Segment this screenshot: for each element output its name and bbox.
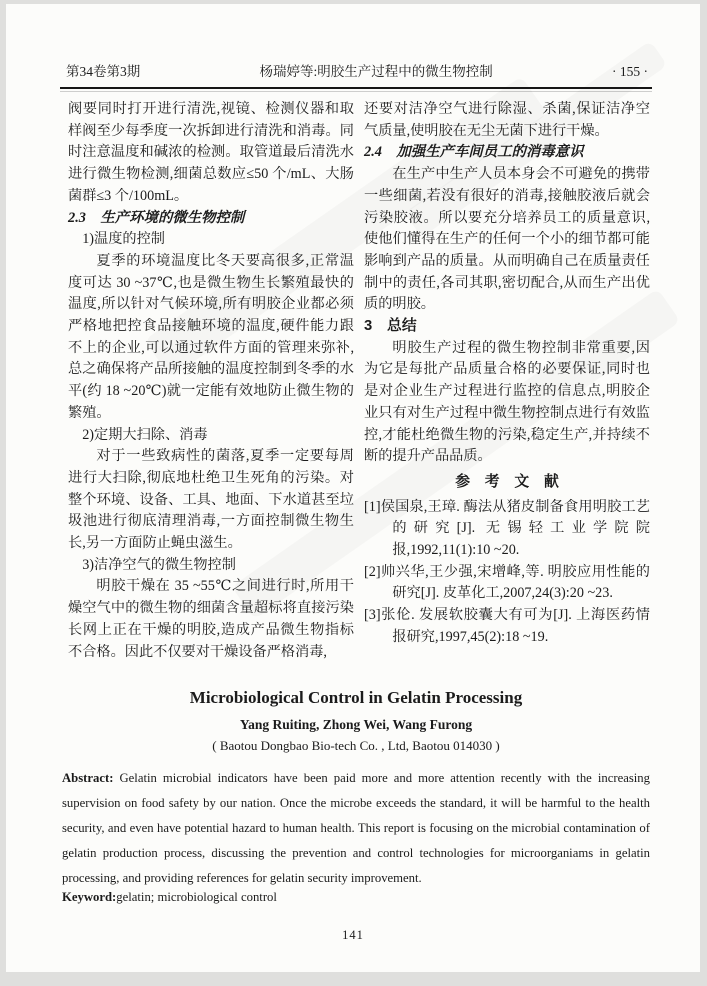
- header-running-title: 杨瑞婷等:明胶生产过程中的微生物控制: [259, 64, 493, 79]
- header-page-marker: · 155 ·: [612, 64, 648, 79]
- reference-item: [1]侯国泉,王璋. 酶法从猪皮制备食用明胶工艺的研究[J]. 无锡轻工业学院院报,1992,11(1):10 ~20.: [364, 498, 650, 559]
- abstract: [62, 766, 650, 891]
- keyword-line: [62, 890, 650, 905]
- reference-item: [2]帅兴华,王少强,宋增峰,等. 明胶应用性能的研究[J]. 皮革化工,2007,24(3):20 ~23.: [364, 563, 650, 602]
- header-volume-issue: 第34卷第3期: [66, 64, 141, 79]
- journal-header: [66, 60, 648, 80]
- english-title: Microbiological Control in Gelatin Processing: [189, 688, 523, 707]
- keyword-label: Keyword:: [62, 890, 117, 904]
- paragraph: 还要对洁净空气进行除湿、杀菌,保证洁净空气质量,使明胶在无尘无菌下进行干燥。: [364, 101, 650, 139]
- paragraph: 1)温度的控制: [82, 231, 165, 248]
- paragraph: 阀要同时打开进行清洗,视镜、检测仪器和取样阀至少每季度一次拆卸进行清洗和消毒。同时注意温度和碱浓的检测。取管道最后清洗水进行微生物检测,细菌总数应≤50 个/mL、大肠菌群≤3 个/100mL。: [68, 101, 354, 204]
- section-heading: 2.4 加强生产车间员工的消毒意识: [364, 144, 584, 161]
- reference-item: [3]张伦. 发展软胶囊大有可为[J]. 上海医药情报研究,1997,45(2):18 ~19.: [364, 607, 650, 645]
- section-heading: 参 考 文 献: [455, 473, 559, 490]
- english-affiliation: ( Baotou Dongbao Bio-tech Co. , Ltd, Baotou 014030 ): [212, 738, 500, 753]
- header-rule: [60, 87, 652, 89]
- section-heading: 2.3 生产环境的微生物控制: [68, 209, 245, 226]
- paragraph: 明胶干燥在 35 ~55℃之间进行时,所用干燥空气中的微生物的细菌含量超标将直接污染长网上正在干燥的明胶,造成产品微生物指标不合格。因此不仅要对干燥设备严格消毒,: [68, 578, 354, 660]
- column-right: [364, 99, 650, 663]
- abstract-label: Abstract:: [62, 771, 114, 785]
- paragraph: 夏季的环境温度比冬天要高很多,正常温度可达 30 ~37℃,也是微生物生长繁殖最快的温度,所以针对气候环境,所有明胶企业都必须严格地把控食品接触环境的温度,硬件能力跟不上的企业,可以通过软件方面的管理来弥补,总之确保将产品所接触的温度控制到冬季的水平(约 18 ~20℃)就一定能有效地防止微生物的繁殖。: [68, 252, 354, 421]
- english-authors: Yang Ruiting, Zhong Wei, Wang Furong: [239, 717, 473, 732]
- paragraph: 对于一些致病性的菌落,夏季一定要每周进行大扫除,彻底地杜绝卫生死角的污染。对整个环境、设备、工具、地面、下水道甚至垃圾池进行彻底清理消毒,一方面控制微生物生长,另一方面防止蝇虫滋生。: [68, 448, 354, 552]
- paragraph: 在生产中生产人员本身会不可避免的携带一些细菌,若没有很好的消毒,接触胶液后就会污染胶液。所以要充分培养员工的质量意识,使他们懂得在生产的任何一个小的细节都可能影响到产品的质量。从而明确自己在质量责任制中的责任,各司其职,密切配合,从而生产出优质的明胶。: [364, 166, 650, 313]
- abstract-text: Gelatin microbial indicators have been paid more and more attention recently with the increasing supervision on food safety by our nation. Once the microbe exceeds the standard, it will be harmful to the health security, and even have potential hazard to human health. This report is focusing on the microbial contamination of gelatin production process, discussing the prevention and control technologies for microorganiams in gelatin processing, and providing references for gelatin security improvement.: [62, 771, 650, 885]
- article-body: [68, 99, 650, 663]
- paragraph: 明胶生产过程的微生物控制非常重要,因为它是每批产品质量合格的必要保证,同时也是对企业生产过程进行监控的信息点,明胶企业只有对生产过程中微生物控制点进行有效监控,才能杜绝微生物的污染,稳定生产,并持续不断的提升产品品质。: [364, 339, 650, 465]
- paragraph: 3)洁净空气的微生物控制: [82, 556, 236, 573]
- page: [6, 4, 700, 972]
- section-heading: 3 总结: [364, 318, 417, 335]
- column-left: [68, 99, 354, 663]
- keyword-text: gelatin; microbiological control: [116, 890, 277, 904]
- english-section: [62, 688, 650, 754]
- paragraph: 2)定期大扫除、消毒: [82, 426, 208, 443]
- page-number: 141: [342, 928, 364, 942]
